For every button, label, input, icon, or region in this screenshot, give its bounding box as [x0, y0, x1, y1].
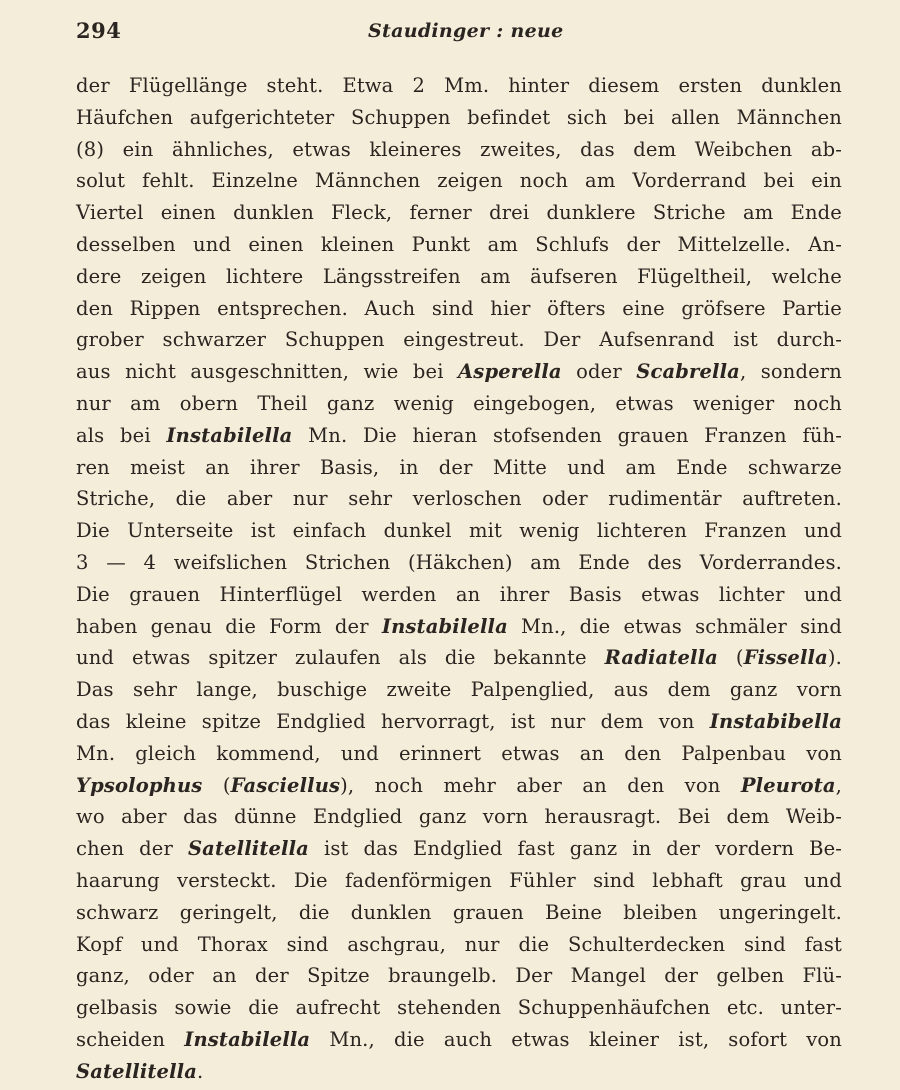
text-run: dere zeigen lichtere Längsstreifen am äufseren Flügeltheil, welche [76, 264, 842, 288]
italic-taxon-name: Pleurota [740, 773, 836, 797]
text-run: Kopf und Thorax sind aschgrau, nur die Schulterdecken sind fast [76, 932, 842, 956]
text-line [76, 929, 842, 961]
text-run: gelbasis sowie die aufrecht stehenden Schuppenhäufchen etc. unter- [76, 996, 842, 1020]
text-line [76, 1056, 842, 1088]
text-run: der Flügellänge steht. Etwa 2 Mm. hinter diesem ersten dunklen [76, 74, 842, 97]
italic-taxon-name: Satellitella [76, 1059, 198, 1083]
text-line [76, 388, 842, 420]
text-line [76, 642, 842, 674]
text-run: , [835, 773, 842, 797]
text-line [76, 738, 842, 770]
text-run: Mn., die etwas schmäler sind [507, 614, 842, 638]
text-run: Mn. Die hieran stofsenden grauen Franzen füh- [292, 423, 842, 447]
text-run: als bei [76, 423, 167, 447]
italic-taxon-name: Instabilella [381, 614, 508, 638]
italic-taxon-name: Asperella [458, 360, 562, 384]
text-line [76, 992, 842, 1024]
text-line [76, 197, 842, 229]
text-run: Viertel einen dunklen Fleck, ferner drei dunklere Striche am Ende [76, 201, 842, 225]
text-run: Mn. gleich kommend, und erinnert etwas an den Palpenbau von [76, 741, 842, 765]
text-line [76, 579, 842, 611]
text-run: Die Unterseite ist einfach dunkel mit wenig lichteren Franzen und [76, 519, 842, 543]
text-run: chen der [76, 837, 188, 861]
text-run: aus nicht ausgeschnitten, wie bei [76, 360, 459, 384]
text-run: Mn., die auch etwas kleiner ist, sofort von [310, 1027, 842, 1051]
text-line [76, 70, 842, 102]
text-line [76, 261, 842, 293]
text-run: ( [717, 646, 744, 670]
text-run: das kleine spitze Endglied hervorragt, ist nur dem von [76, 709, 710, 733]
text-run: Striche, die aber nur sehr verloschen oder rudimentär auftreten. [76, 487, 842, 511]
text-run: wo aber das dünne Endglied ganz vorn herausragt. Bei dem Weib- [76, 805, 842, 829]
text-line [76, 674, 842, 706]
text-line [76, 483, 842, 515]
italic-taxon-name: Radiatella [604, 646, 718, 670]
running-head: Staudinger : neue [368, 20, 564, 42]
italic-taxon-name: Instabibella [709, 709, 842, 733]
text-line [76, 547, 842, 579]
text-line [76, 611, 842, 643]
text-line [76, 324, 842, 356]
page-number: 294 [76, 18, 122, 43]
italic-taxon-name: Ypsolophus [76, 773, 203, 797]
text-run: (8) ein ähnliches, etwas kleineres zweites, das dem Weibchen ab- [76, 137, 842, 161]
text-line [76, 515, 842, 547]
text-line [76, 356, 842, 388]
text-run: desselben und einen kleinen Punkt am Schlufs der Mittelzelle. An- [76, 232, 842, 256]
text-run: ren meist an ihrer Basis, in der Mitte und am Ende schwarze [76, 455, 842, 479]
text-run: ). [827, 646, 842, 670]
italic-taxon-name: Fasciellus [230, 773, 341, 797]
text-line [76, 960, 842, 992]
text-run: nur am obern Theil ganz wenig eingebogen, etwas weniger noch [76, 391, 842, 415]
text-line [76, 165, 842, 197]
text-run: den Rippen entsprechen. Auch sind hier öfters eine gröfsere Partie [76, 296, 842, 320]
italic-taxon-name: Instabilella [184, 1027, 311, 1051]
text-line [76, 865, 842, 897]
text-line [76, 897, 842, 929]
page-header [72, 18, 838, 52]
text-run: Das sehr lange, buschige zweite Palpenglied, aus dem ganz vorn [76, 678, 842, 702]
text-run: Häufchen aufgerichteter Schuppen befindet sich bei allen Männchen [76, 105, 842, 129]
text-run: Die grauen Hinterflügel werden an ihrer Basis etwas lichter und [76, 582, 842, 606]
text-run: und etwas spitzer zulaufen als die bekannte [76, 646, 605, 670]
text-run: ( [202, 773, 231, 797]
text-run: haarung versteckt. Die fadenförmigen Fühler sind lebhaft grau und [76, 868, 842, 892]
italic-taxon-name: Fissella [743, 646, 828, 670]
text-line [76, 420, 842, 452]
text-run: ganz, oder an der Spitze braungelb. Der Mangel der gelben Flü- [76, 964, 842, 988]
text-line [76, 452, 842, 484]
text-run: solut fehlt. Einzelne Männchen zeigen noch am Vorderrand bei ein [76, 169, 842, 193]
text-line [76, 293, 842, 325]
italic-taxon-name: Satellitella [187, 837, 309, 861]
text-line [76, 770, 842, 802]
text-run: . [197, 1059, 204, 1083]
text-run: grober schwarzer Schuppen eingestreut. Der Aufsenrand ist durch- [76, 328, 842, 352]
text-line [76, 1024, 842, 1056]
text-line [76, 801, 842, 833]
text-run: ist das Endglied fast ganz in der vordern Be- [308, 837, 843, 861]
text-run: , sondern [739, 360, 842, 384]
text-line [76, 706, 842, 738]
text-run: scheiden [76, 1027, 185, 1051]
text-line [76, 134, 842, 166]
text-line [76, 833, 842, 865]
text-run: oder [561, 360, 637, 384]
text-line [76, 229, 842, 261]
italic-taxon-name: Instabilella [166, 423, 293, 447]
text-run: haben genau die Form der [76, 614, 382, 638]
text-run: 3 — 4 weifslichen Strichen (Häkchen) am Ende des Vorderrandes. [76, 550, 842, 574]
italic-taxon-name: Scabrella [636, 360, 740, 384]
text-line [76, 102, 842, 134]
body-text [76, 70, 842, 1088]
text-run: schwarz geringelt, die dunklen grauen Beine bleiben ungeringelt. [76, 900, 842, 924]
text-run: ), noch mehr aber an den von [340, 773, 741, 797]
